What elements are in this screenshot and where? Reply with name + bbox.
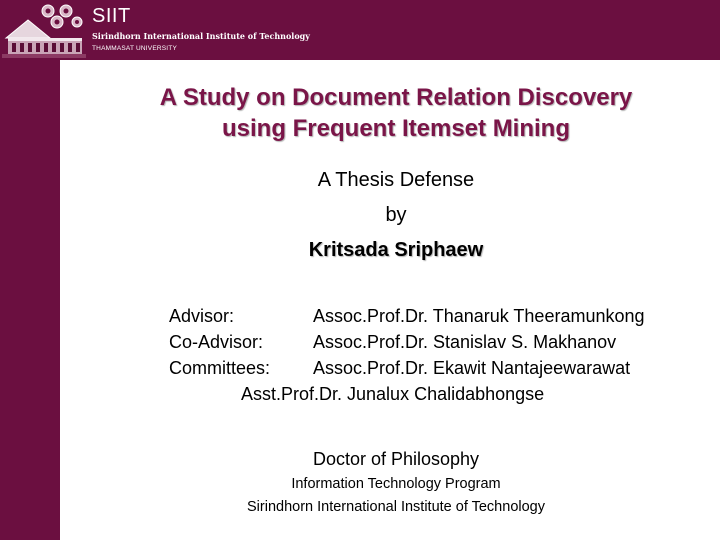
brand-university: THAMMASAT UNIVERSITY xyxy=(92,45,178,52)
brand-name: SIIT xyxy=(92,5,131,27)
role-label: Co-Advisor: xyxy=(169,332,264,352)
by-label: by xyxy=(385,204,407,226)
person-name: Assoc.Prof.Dr. Ekawit Nantajeewarawat xyxy=(313,358,631,378)
presenter-name: Kritsada Sriphaew xyxy=(308,239,484,261)
degree-institute: Sirindhorn International Institute of Technology xyxy=(247,499,545,515)
degree-name: Doctor of Philosophy xyxy=(312,449,480,469)
brand-institute: Sirindhorn International Institute of Technology xyxy=(92,31,310,41)
defense-type: A Thesis Defense xyxy=(317,169,475,191)
title-line-2: using Frequent Itemset Mining xyxy=(221,115,570,142)
siit-building-logo xyxy=(2,2,86,58)
role-label: Committees: xyxy=(169,358,271,378)
degree-program: Information Technology Program xyxy=(291,476,501,492)
left-sidebar-band xyxy=(0,60,60,540)
person-name: Assoc.Prof.Dr. Thanaruk Theeramunkong xyxy=(313,306,645,326)
person-name: Assoc.Prof.Dr. Stanislav S. Makhanov xyxy=(313,332,617,352)
slide-title xyxy=(60,82,720,144)
person-name: Asst.Prof.Dr. Junalux Chalidabhongse xyxy=(241,384,545,404)
role-label: Advisor: xyxy=(169,306,235,326)
title-line-1: A Study on Document Relation Discovery xyxy=(159,84,633,111)
